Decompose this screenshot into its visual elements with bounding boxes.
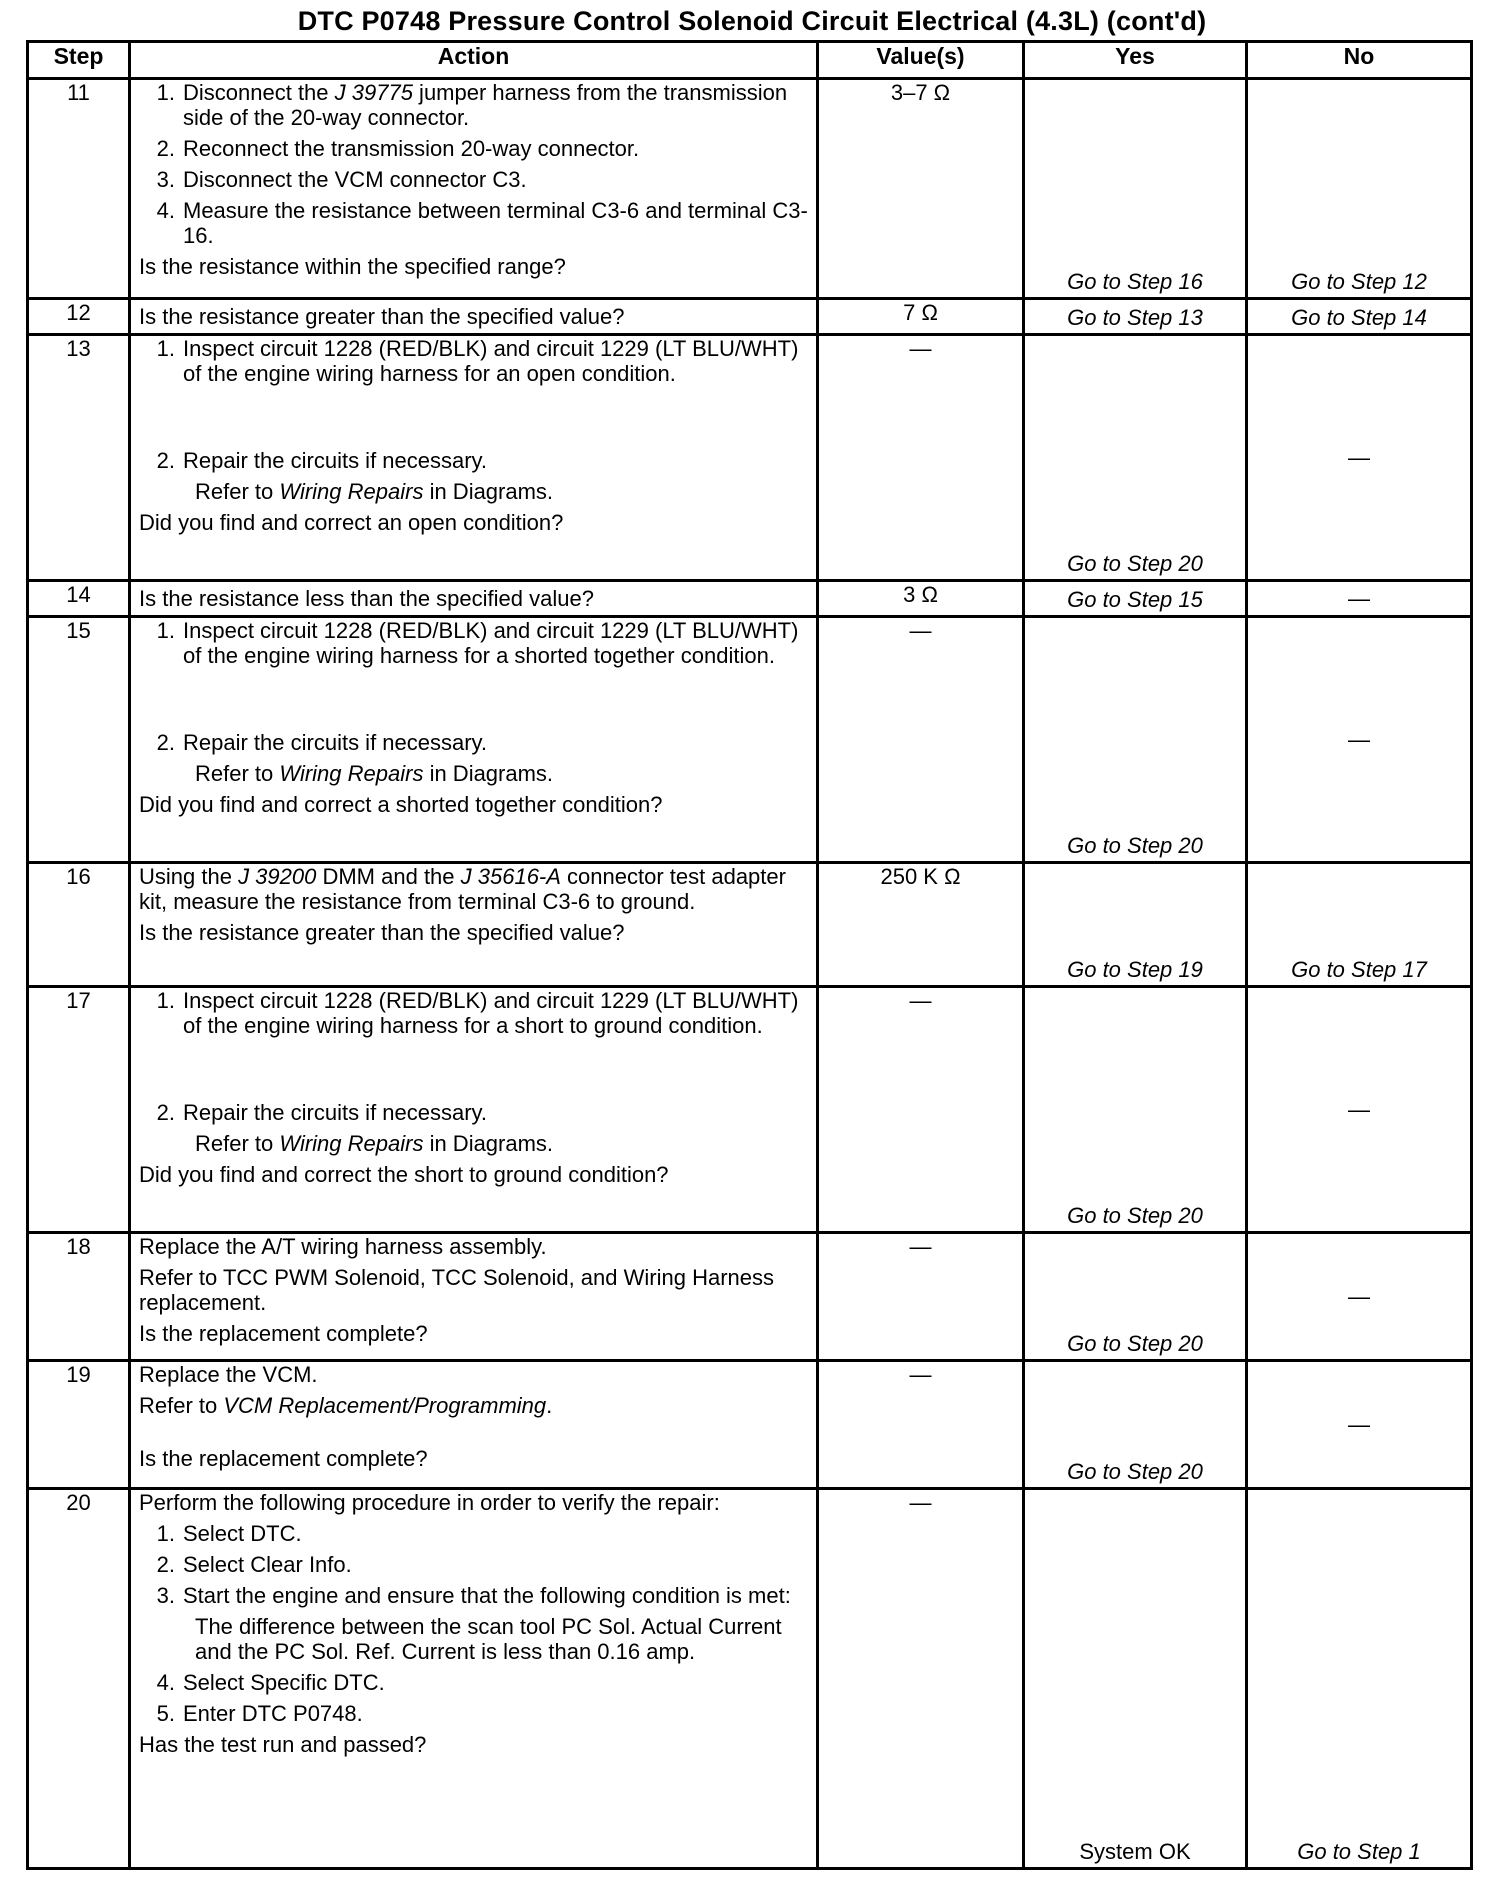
step-question: Is the resistance greater than the specified value?	[139, 304, 625, 329]
text-fragment: Refer to	[139, 1393, 224, 1418]
item-text: Inspect circuit 1228 (RED/BLK) and circuit 1229 (LT BLU/WHT) of the engine wiring harness for a shorted together condition.	[183, 618, 799, 668]
yes-cell	[1024, 1233, 1247, 1361]
step-question: Is the resistance within the specified range?	[139, 254, 566, 279]
yes-goto-link[interactable]: Go to Step 20	[1067, 833, 1203, 858]
step-number: 18	[28, 1233, 130, 1361]
tool-reference: J 35616-A	[460, 864, 561, 889]
action-cell	[130, 581, 818, 617]
item-number: 1.	[156, 336, 175, 361]
reference-text	[139, 1393, 808, 1418]
yes-goto-link[interactable]: Go to Step 20	[1067, 1459, 1203, 1484]
list-item	[139, 1670, 808, 1695]
list-item	[139, 136, 808, 161]
item-number: 4.	[156, 1670, 175, 1695]
item-number: 1.	[156, 80, 175, 105]
text-fragment: Refer to	[195, 761, 280, 786]
list-item	[139, 730, 808, 755]
no-goto-link[interactable]: Go to Step 1	[1297, 1839, 1421, 1864]
no-cell	[1247, 1489, 1472, 1869]
item-number: 2.	[156, 1100, 175, 1125]
item-text: Inspect circuit 1228 (RED/BLK) and circuit 1229 (LT BLU/WHT) of the engine wiring harness for an open condition.	[183, 336, 799, 386]
yes-result-text: System OK	[1079, 1839, 1191, 1864]
text-fragment: in Diagrams.	[423, 1131, 554, 1156]
reference-text	[139, 479, 808, 504]
no-dash: —	[1348, 1096, 1370, 1122]
step-number: 20	[28, 1489, 130, 1869]
step-question: Did you find and correct a shorted together condition?	[139, 792, 663, 817]
item-number: 2.	[156, 136, 175, 161]
action-text: Perform the following procedure in order to verify the repair:	[139, 1490, 720, 1515]
step-question: Is the resistance less than the specified value?	[139, 586, 594, 611]
no-cell	[1247, 299, 1472, 335]
step-number: 14	[28, 581, 130, 617]
item-text: Select DTC.	[183, 1521, 302, 1546]
step-number: 13	[28, 335, 130, 581]
reference-text	[139, 1131, 808, 1156]
action-cell	[130, 335, 818, 581]
yes-cell	[1024, 1361, 1247, 1489]
action-text	[139, 864, 808, 914]
yes-goto-link[interactable]: Go to Step 13	[1067, 305, 1203, 330]
yes-goto-link[interactable]: Go to Step 20	[1067, 1331, 1203, 1356]
no-cell	[1247, 335, 1472, 581]
yes-goto-link[interactable]: Go to Step 20	[1067, 1203, 1203, 1228]
action-cell	[130, 1361, 818, 1489]
no-cell	[1247, 79, 1472, 299]
action-cell	[130, 79, 818, 299]
no-cell	[1247, 1361, 1472, 1489]
item-text: Select Specific DTC.	[183, 1670, 385, 1695]
text-fragment: in Diagrams.	[423, 761, 554, 786]
list-item	[139, 618, 808, 668]
item-text: Measure the resistance between terminal C3-6 and terminal C3-16.	[183, 198, 808, 248]
yes-cell	[1024, 987, 1247, 1233]
reference-text	[139, 761, 808, 786]
tool-reference: J 39775	[334, 80, 413, 105]
value-cell: 7 Ω	[818, 299, 1024, 335]
step-number: 19	[28, 1361, 130, 1489]
header-yes: Yes	[1024, 42, 1247, 79]
step-question: Is the replacement complete?	[139, 1446, 428, 1471]
table-row-step-19	[28, 1361, 1472, 1489]
no-cell	[1247, 581, 1472, 617]
list-item	[139, 198, 808, 248]
value-cell: 3 Ω	[818, 581, 1024, 617]
item-text: Enter DTC P0748.	[183, 1701, 363, 1726]
item-number: 4.	[156, 198, 175, 223]
yes-goto-link[interactable]: Go to Step 16	[1067, 269, 1203, 294]
item-text: Disconnect the VCM connector C3.	[183, 167, 527, 192]
action-text: Replace the A/T wiring harness assembly.	[139, 1234, 547, 1259]
list-item	[139, 1583, 808, 1608]
step-question: Did you find and correct the short to ground condition?	[139, 1162, 669, 1187]
item-text: Start the engine and ensure that the following condition is met:	[183, 1583, 791, 1608]
yes-cell	[1024, 335, 1247, 581]
item-number: 2.	[156, 1552, 175, 1577]
no-cell	[1247, 1233, 1472, 1361]
header-step: Step	[28, 42, 130, 79]
table-row-step-18	[28, 1233, 1472, 1361]
document-title: DTC P0748 Pressure Control Solenoid Circuit Electrical (4.3L) (cont'd)	[297, 6, 1207, 36]
no-dash: —	[1348, 585, 1370, 611]
text-fragment: Refer to	[195, 479, 280, 504]
yes-cell	[1024, 581, 1247, 617]
wiring-repairs-link[interactable]: Wiring Repairs	[279, 1131, 424, 1156]
action-cell	[130, 1233, 818, 1361]
diagnostic-table	[26, 40, 1473, 1870]
list-item	[139, 1100, 808, 1125]
value-cell: —	[818, 617, 1024, 863]
item-text: Repair the circuits if necessary.	[183, 730, 488, 755]
table-row-step-17	[28, 987, 1472, 1233]
no-goto-link[interactable]: Go to Step 14	[1291, 305, 1427, 330]
action-cell	[130, 617, 818, 863]
list-item	[139, 1552, 808, 1577]
header-values: Value(s)	[818, 42, 1024, 79]
no-dash: —	[1348, 1283, 1370, 1309]
value-cell: —	[818, 335, 1024, 581]
item-text: Select Clear Info.	[183, 1552, 352, 1577]
table-row-step-20	[28, 1489, 1472, 1869]
value-cell: —	[818, 1361, 1024, 1489]
item-number: 1.	[156, 618, 175, 643]
yes-goto-link[interactable]: Go to Step 15	[1067, 587, 1203, 612]
value-cell: —	[818, 1233, 1024, 1361]
item-number: 5.	[156, 1701, 175, 1726]
value-cell: —	[818, 987, 1024, 1233]
table-row-step-15	[28, 617, 1472, 863]
yes-goto-link[interactable]: Go to Step 19	[1067, 957, 1203, 982]
item-number: 2.	[156, 730, 175, 755]
wiring-repairs-link[interactable]: Wiring Repairs	[279, 479, 424, 504]
yes-cell	[1024, 617, 1247, 863]
list-item	[139, 336, 808, 386]
list-item	[139, 1701, 808, 1726]
list-item	[139, 80, 808, 130]
item-text: Inspect circuit 1228 (RED/BLK) and circuit 1229 (LT BLU/WHT) of the engine wiring harness for a short to ground condition.	[183, 988, 799, 1038]
action-cell	[130, 987, 818, 1233]
no-dash: —	[1348, 726, 1370, 752]
item-number: 1.	[156, 1521, 175, 1546]
yes-goto-link[interactable]: Go to Step 20	[1067, 551, 1203, 576]
value-cell: 250 K Ω	[818, 863, 1024, 987]
item-number: 2.	[156, 448, 175, 473]
no-cell	[1247, 863, 1472, 987]
list-item	[139, 988, 808, 1038]
yes-cell	[1024, 299, 1247, 335]
text-fragment: connector test adapter kit, measure the resistance from terminal C3-6 to ground.	[139, 864, 786, 914]
item-text	[183, 80, 808, 130]
item-number: 1.	[156, 988, 175, 1013]
no-cell	[1247, 617, 1472, 863]
step-question: Did you find and correct an open condition?	[139, 510, 564, 535]
yes-cell	[1024, 1489, 1247, 1869]
step-number: 17	[28, 987, 130, 1233]
step-question: Is the resistance greater than the specified value?	[139, 920, 625, 945]
action-cell	[130, 863, 818, 987]
wiring-repairs-link[interactable]: Wiring Repairs	[279, 761, 424, 786]
no-dash: —	[1348, 444, 1370, 470]
item-number: 3.	[156, 1583, 175, 1608]
step-number: 11	[28, 79, 130, 299]
action-text: Refer to TCC PWM Solenoid, TCC Solenoid, and Wiring Harness replacement.	[139, 1265, 774, 1315]
table-row-step-14	[28, 581, 1472, 617]
value-cell: —	[818, 1489, 1024, 1869]
step-number: 12	[28, 299, 130, 335]
step-question: Has the test run and passed?	[139, 1732, 427, 1757]
list-item	[139, 1521, 808, 1546]
action-text: Replace the VCM.	[139, 1362, 318, 1387]
step-question: Is the replacement complete?	[139, 1321, 428, 1346]
tool-reference: J 39200	[238, 864, 317, 889]
text-fragment: Refer to	[195, 1131, 280, 1156]
condition-text: The difference between the scan tool PC Sol. Actual Current and the PC Sol. Ref. Current is less than 0.16 amp.	[195, 1614, 782, 1664]
step-number: 16	[28, 863, 130, 987]
table-row-step-16	[28, 863, 1472, 987]
text-fragment: DMM and the	[316, 864, 461, 889]
text-fragment: jumper harness from the transmission side of the 20-way connector.	[183, 80, 788, 130]
item-number: 3.	[156, 167, 175, 192]
yes-cell	[1024, 863, 1247, 987]
no-dash: —	[1348, 1411, 1370, 1437]
text-fragment: Disconnect the	[183, 80, 335, 105]
item-text: Repair the circuits if necessary.	[183, 1100, 488, 1125]
action-cell	[130, 1489, 818, 1869]
header-no: No	[1247, 42, 1472, 79]
no-goto-link[interactable]: Go to Step 17	[1291, 957, 1427, 982]
text-fragment: Using the	[139, 864, 239, 889]
item-text: Repair the circuits if necessary.	[183, 448, 488, 473]
yes-cell	[1024, 79, 1247, 299]
step-number: 15	[28, 617, 130, 863]
item-text: Reconnect the transmission 20-way connector.	[183, 136, 640, 161]
list-item	[139, 448, 808, 473]
vcm-replacement-link[interactable]: VCM Replacement/Programming	[223, 1393, 547, 1418]
list-item	[139, 167, 808, 192]
header-action: Action	[130, 42, 818, 79]
table-header-row	[28, 42, 1472, 79]
table-row-step-11	[28, 79, 1472, 299]
no-cell	[1247, 987, 1472, 1233]
text-fragment: .	[546, 1393, 553, 1418]
no-goto-link[interactable]: Go to Step 12	[1291, 269, 1427, 294]
table-row-step-13	[28, 335, 1472, 581]
action-cell	[130, 299, 818, 335]
value-cell: 3–7 Ω	[818, 79, 1024, 299]
text-fragment: in Diagrams.	[423, 479, 554, 504]
table-row-step-12	[28, 299, 1472, 335]
